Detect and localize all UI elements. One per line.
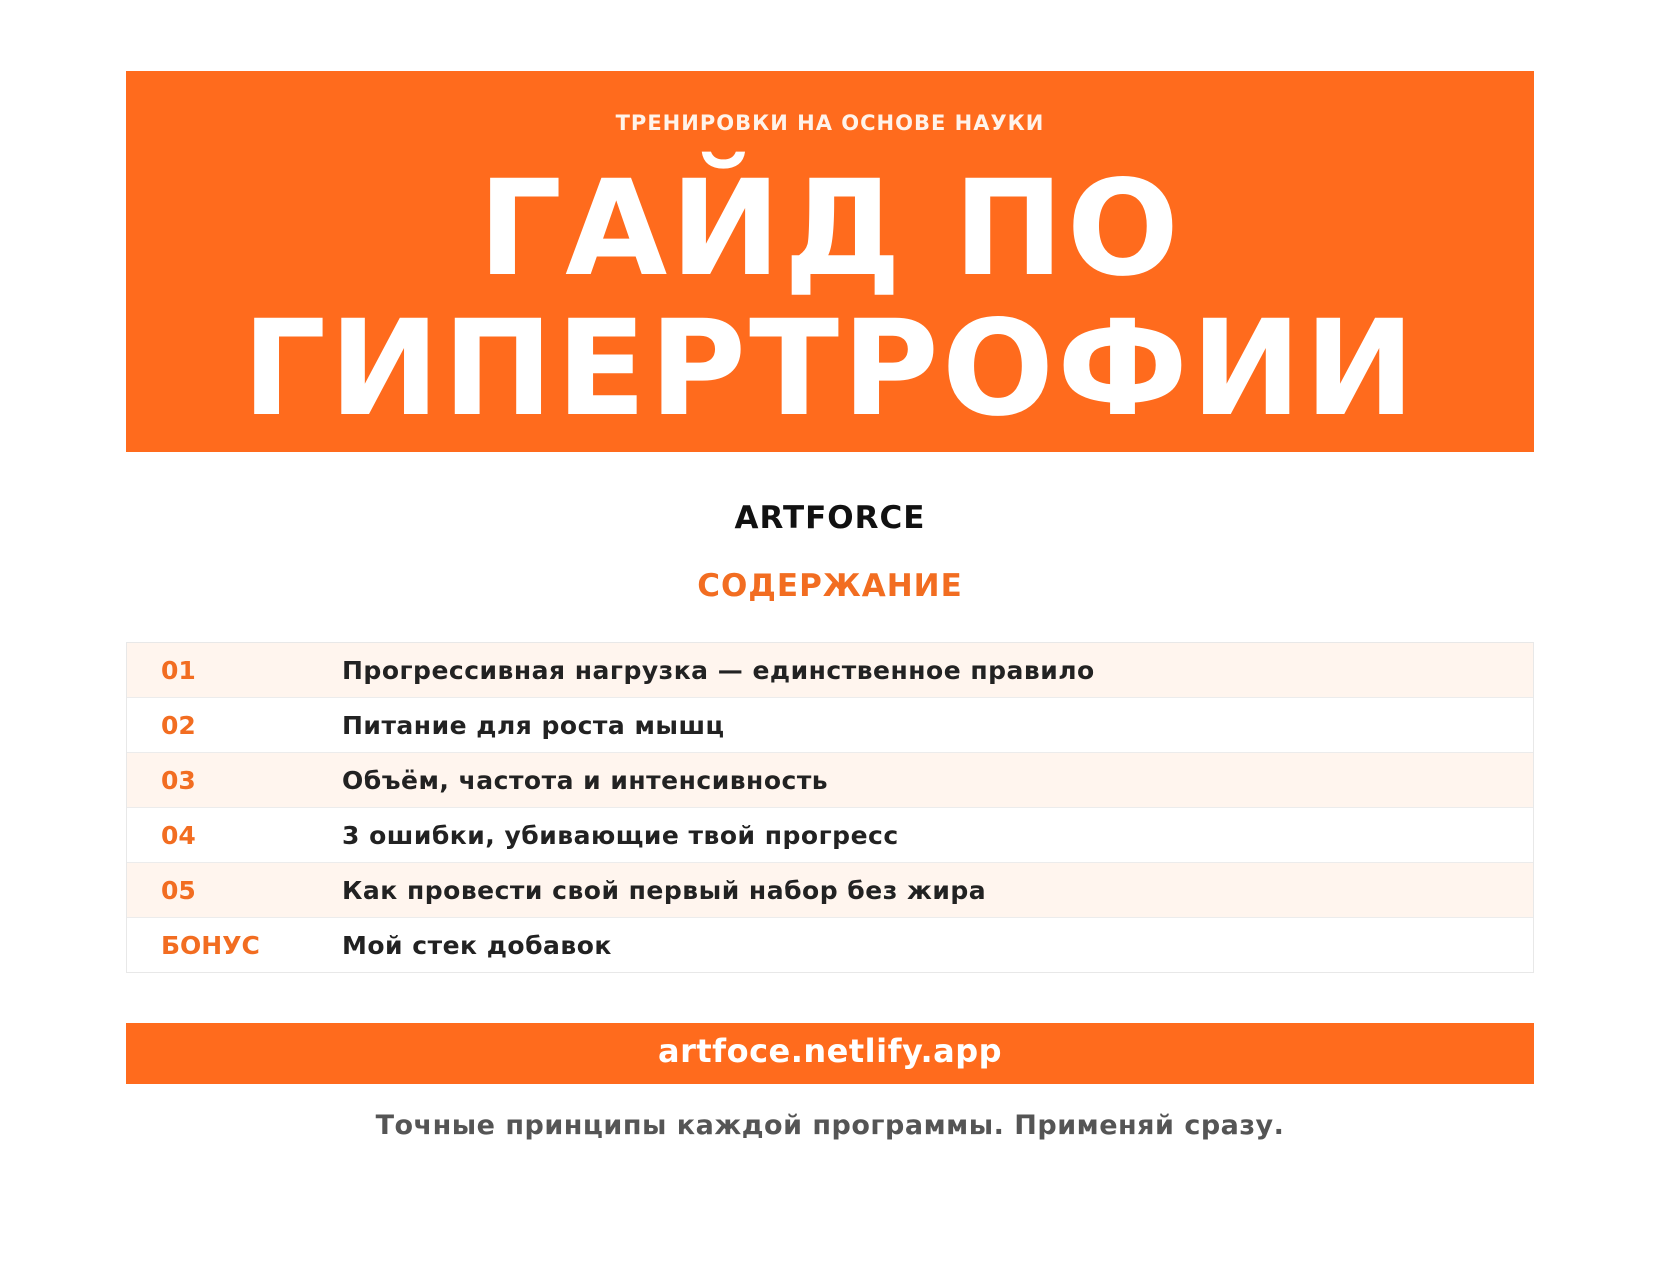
toc-item-text: Прогрессивная нагрузка — единственное правило [342, 655, 1095, 685]
toc-row-04[interactable] [127, 808, 1533, 863]
toc-row-01[interactable] [127, 643, 1533, 698]
toc-number: 05 [161, 875, 196, 905]
toc-number: 02 [161, 710, 196, 740]
toc-number: 04 [161, 820, 196, 850]
table-of-contents [126, 642, 1534, 973]
toc-item-text: Питание для роста мышц [342, 710, 725, 740]
toc-item-text: 3 ошибки, убивающие твой прогресс [342, 820, 899, 850]
hero-title-line-1: ГАЙД ПО [478, 152, 1182, 306]
hero-title [126, 152, 1534, 446]
website-link[interactable]: artfoce.netlify.app [126, 1023, 1534, 1084]
toc-row-bonus[interactable] [127, 918, 1533, 972]
toc-number: 01 [161, 655, 196, 685]
toc-row-03[interactable] [127, 753, 1533, 808]
hero-banner [126, 71, 1534, 452]
tagline: Точные принципы каждой программы. Применяй сразу. [375, 1110, 1285, 1141]
toc-number: 03 [161, 765, 196, 795]
toc-number: БОНУС [161, 930, 260, 960]
toc-row-05[interactable] [127, 863, 1533, 918]
toc-item-text: Как провести свой первый набор без жира [342, 875, 987, 905]
hero-kicker: ТРЕНИРОВКИ НА ОСНОВЕ НАУКИ [615, 111, 1045, 135]
toc-item-text: Объём, частота и интенсивность [342, 765, 829, 795]
hero-title-line-2: ГИПЕРТРОФИИ [242, 292, 1418, 446]
toc-row-02[interactable] [127, 698, 1533, 753]
toc-item-text: Мой стек добавок [342, 930, 612, 960]
brand-name: ARTFORCE [734, 500, 926, 536]
toc-title: СОДЕРЖАНИЕ [697, 568, 963, 604]
